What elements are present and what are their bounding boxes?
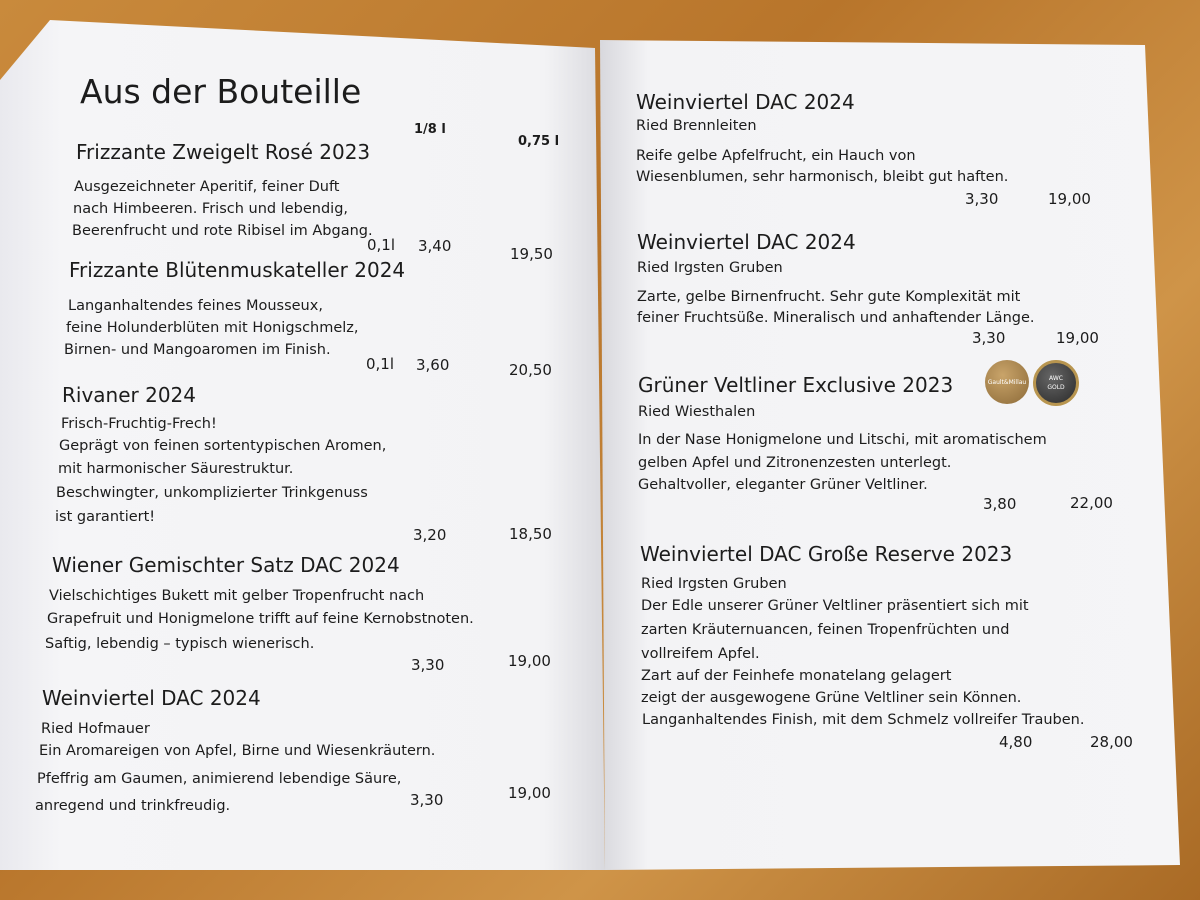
wine-desc-line: Grapefruit und Honigmelone trifft auf feine Kernobstnoten. (47, 611, 474, 627)
wine-desc-line: anregend und trinkfreudig. (35, 798, 231, 814)
award-medal-icon: Gault&Millau (985, 360, 1029, 404)
wine-desc-line: Saftig, lebendig – typisch wienerisch. (45, 636, 315, 652)
price-bottle: 18,50 (509, 525, 552, 543)
price-bottle: 19,50 (510, 245, 553, 263)
wine-name: Weinviertel DAC 2024 (42, 686, 261, 710)
wine-desc-line: Langanhaltendes feines Mousseux, (68, 298, 323, 314)
menu-title: Aus der Bouteille (80, 72, 362, 111)
price-glass: 3,60 (416, 356, 450, 374)
price-glass: 3,30 (410, 791, 444, 809)
wine-desc-line: Wiesenblumen, sehr harmonisch, bleibt gut haften. (636, 169, 1009, 185)
wine-desc-line: Gehaltvoller, eleganter Grüner Veltliner. (638, 477, 928, 493)
wine-desc-line: feiner Fruchtsüße. Mineralisch und anhaftender Länge. (637, 310, 1035, 326)
wine-name: Weinviertel DAC 2024 (637, 230, 856, 254)
wine-desc-line: feine Holunderblüten mit Honigschmelz, (66, 320, 359, 336)
wine-desc-line: Der Edle unserer Grüner Veltliner präsentiert sich mit (641, 598, 1029, 614)
wine-desc-line: Geprägt von feinen sortentypischen Aromen, (59, 438, 387, 454)
wine-name: Wiener Gemischter Satz DAC 2024 (52, 553, 400, 577)
wine-desc-line: Beschwingter, unkomplizierter Trinkgenuss (56, 485, 368, 501)
wine-name: Weinviertel DAC 2024 (636, 90, 855, 114)
wine-name: Frizzante Zweigelt Rosé 2023 (76, 140, 371, 164)
wine-desc-line: vollreifem Apfel. (641, 646, 760, 662)
wine-desc-line: Beerenfrucht und rote Ribisel im Abgang. (72, 223, 373, 239)
award-medal-icon: AWC GOLD (1033, 360, 1079, 406)
wine-desc-line: Reife gelbe Apfelfrucht, ein Hauch von (636, 148, 916, 164)
price-glass: 3,30 (965, 190, 999, 208)
wine-name: Weinviertel DAC Große Reserve 2023 (640, 542, 1013, 566)
serving-size: 0,1l (367, 236, 396, 254)
wine-name: Frizzante Blütenmuskateller 2024 (69, 258, 406, 282)
wine-desc-line: Langanhaltendes Finish, mit dem Schmelz vollreifer Trauben. (642, 712, 1085, 728)
wine-desc-line: gelben Apfel und Zitronenzesten unterlegt. (638, 455, 952, 471)
wine-desc-line: Birnen- und Mangoaromen im Finish. (64, 342, 331, 358)
price-glass: 4,80 (999, 733, 1033, 751)
wine-desc-line: Pfeffrig am Gaumen, animierend lebendige Säure, (37, 771, 402, 787)
wine-name: Rivaner 2024 (62, 383, 197, 407)
wine-desc-line: ist garantiert! (55, 509, 156, 525)
wine-subtitle: Ried Irgsten Gruben (641, 576, 787, 592)
wine-desc-line: Ausgezeichneter Aperitif, feiner Duft (74, 179, 340, 195)
price-bottle: 20,50 (509, 361, 552, 379)
price-bottle: 19,00 (1056, 329, 1099, 347)
price-glass: 3,40 (418, 237, 452, 255)
price-bottle: 22,00 (1070, 494, 1113, 512)
wine-desc-line: Zart auf der Feinhefe monatelang gelagert (641, 668, 952, 684)
wine-desc-line: mit harmonischer Säurestruktur. (58, 461, 294, 477)
price-glass: 3,20 (413, 526, 447, 544)
price-bottle: 19,00 (508, 652, 551, 670)
wine-name: Grüner Veltliner Exclusive 2023 (638, 373, 954, 397)
header-bottle: 0,75 l (518, 134, 560, 149)
wine-desc-line: zeigt der ausgewogene Grüne Veltliner sein Können. (641, 690, 1022, 706)
wine-subtitle: Ried Wiesthalen (638, 404, 756, 420)
wine-desc-line: Zarte, gelbe Birnenfrucht. Sehr gute Komplexität mit (637, 289, 1021, 305)
price-bottle: 28,00 (1090, 733, 1133, 751)
price-glass: 3,30 (972, 329, 1006, 347)
wine-subtitle: Ried Hofmauer (41, 721, 150, 737)
wine-desc-line: Ein Aromareigen von Apfel, Birne und Wiesenkräutern. (39, 743, 436, 759)
price-glass: 3,30 (411, 656, 445, 674)
wine-desc-line: In der Nase Honigmelone und Litschi, mit aromatischem (638, 432, 1047, 448)
wine-desc-line: nach Himbeeren. Frisch und lebendig, (73, 201, 349, 217)
price-bottle: 19,00 (1048, 190, 1091, 208)
wine-desc-line: Vielschichtiges Bukett mit gelber Tropenfrucht nach (49, 588, 425, 604)
price-glass: 3,80 (983, 495, 1017, 513)
wine-subtitle: Ried Irgsten Gruben (637, 260, 783, 276)
price-bottle: 19,00 (508, 784, 551, 802)
wine-subtitle: Ried Brennleiten (636, 118, 757, 134)
wine-desc-line: zarten Kräuternuancen, feinen Tropenfrüchten und (641, 622, 1010, 638)
serving-size: 0,1l (366, 355, 395, 373)
wine-desc-line: Frisch-Fruchtig-Frech! (61, 416, 217, 432)
header-glass: 1/8 l (414, 122, 446, 137)
